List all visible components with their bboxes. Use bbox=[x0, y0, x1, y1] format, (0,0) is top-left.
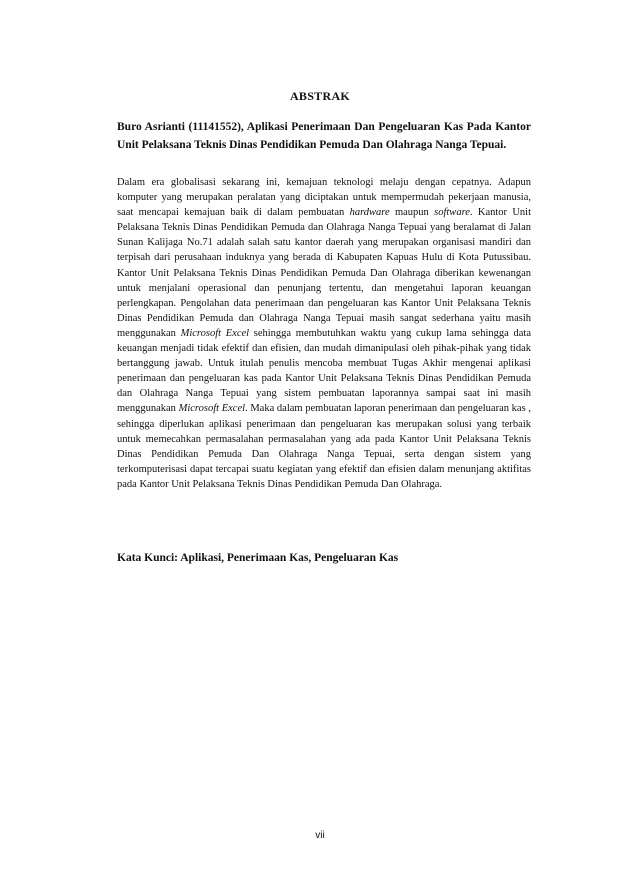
abstract-body bbox=[117, 175, 531, 492]
body-term-excel-2: Microsoft Excel bbox=[178, 403, 246, 415]
body-text-3: . Kantor Unit Pelaksana Teknis Dinas Pendidikan Pemuda dan Olahraga Nanga Tepuai yang beralamat di Jalan Sunan Kalijaga No.71 adalah salah satu kantor daerah yang merupakan organisasi mandiri dan terpisah dari perusahaan induknya yang berada di Kabupaten Kapuas Hulu di Kota Putussibau. Kantor Unit Pelaksana Teknis Dinas Pendidikan Pemuda Dan Olahraga diberikan kewenangan untuk menjalani operasional dan penunjang tertentu, dan mengetahui laporan keuangan perlengkapan. Pengolahan data penerimaan dan pengeluaran kas Kantor Unit Pelaksana Teknis Dinas Pendidikan Pemuda dan Olahraga Nanga Tepuai masih sangat sederhana yaitu masih menggunakan bbox=[117, 207, 532, 339]
author-citation: Buro Asrianti (11141552), Aplikasi Penerimaan Dan Pengeluaran Kas Pada Kantor Unit Pelaksana Teknis Dinas Pendidikan Pemuda Dan Olahraga Nanga Tepuai. bbox=[117, 121, 531, 151]
body-text-1: Dalam era globalisasi sekarang ini, kemajuan teknologi melaju dengan cepatnya. Adapun komputer yang merupakan peralatan yang diciptakan untuk mempermudah pekerjaan manusia, saat mencapai kemajuan baik di dalam pembuatan bbox=[117, 177, 531, 219]
page-number: vii bbox=[315, 830, 325, 841]
body-term-excel-1: Microsoft Excel bbox=[180, 327, 250, 339]
body-term-hardware: hardware bbox=[349, 207, 390, 219]
body-text-5: . Maka dalam pembuatan laporan penerimaan dan pengeluaran kas , sehingga diperlukan aplikasi penerimaan dan pengeluaran kas merupakan solusi yang terbaik untuk memecahkan permasalahan permasalahan yang ada pada Kantor Unit Pelaksana Teknis Dinas Pendidikan Pemuda Dan Olahraga Nanga Tepuai, serta dengan sistem yang terkomputerisasi dapat tercapai suatu kegiatan yang efektif dan efisien dalam menunjang aktifitas pada Kantor Unit Pelaksana Teknis Dinas Pendidikan Pemuda Dan Olahraga. bbox=[117, 403, 531, 490]
body-text-2: maupun bbox=[389, 207, 435, 219]
abstract-title: ABSTRAK bbox=[289, 89, 351, 103]
body-text-4: sehingga membutuhkan waktu yang cukup lama sehingga data keuangan menjadi tidak efektif dan efisien, dan mudah dimanipulasi oleh pihak-pihak yang tidak bertanggung jawab. Untuk itulah penulis mencoba membuat Tugas Akhir mengenai aplikasi penerimaan dan pengeluaran kas pada Kantor Unit Pelaksana Teknis Dinas Pendidikan Pemuda dan Olahraga Nanga Tepuai yang sistem pembuatan laporannya sampai saat ini masih menggunakan bbox=[117, 327, 531, 415]
body-term-software: software bbox=[434, 207, 470, 219]
keywords-line: Kata Kunci: Aplikasi, Penerimaan Kas, Pengeluaran Kas bbox=[117, 552, 399, 564]
